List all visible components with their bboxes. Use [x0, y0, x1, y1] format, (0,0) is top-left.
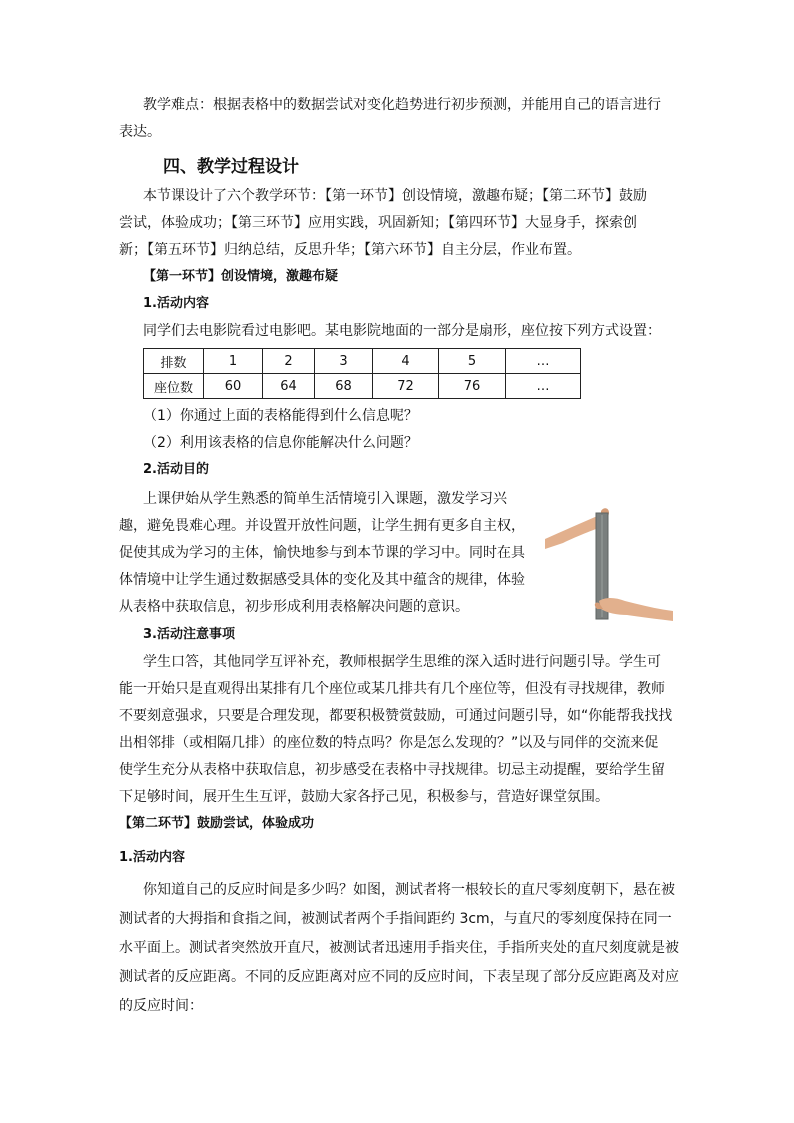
- table-cell: 76: [439, 374, 506, 399]
- question-1: （1）你通过上面的表格能得到什么信息呢？: [143, 408, 418, 424]
- stage1-content-text: 同学们去电影院看过电影吧。某电影院地面的一部分是扇形，座位按下列方式设置：: [143, 323, 661, 339]
- stage2-line-2: 测试者的大拇指和食指之间，被测试者两个手指间距约 3cm，与直尺的零刻度保持在同一: [119, 911, 672, 927]
- stage1-content-heading: 1.活动内容: [143, 296, 209, 311]
- table-cell: 68: [315, 374, 373, 399]
- stage2-line-3: 水平面上。测试者突然放开直尺，被测试者迅速用手指夹住，手指所夹处的直尺刻度就是被: [119, 940, 679, 956]
- purpose-line-4: 体情境中让学生通过数据感受具体的变化及其中蕴含的规律，体验: [119, 572, 525, 588]
- notes-line-6: 下足够时间，展开生生互评，鼓励大家各抒己见，积极参与，营造好课堂氛围。: [119, 789, 609, 805]
- notes-line-4: 出相邻排（或相隔几排）的座位数的特点吗？你是怎么发现的？”以及与同伴的交流来促: [119, 735, 659, 751]
- table-cell: 3: [315, 349, 373, 374]
- stage2-line-5: 的反应时间：: [119, 998, 203, 1014]
- section-title: 四、教学过程设计: [163, 157, 299, 177]
- intro-line-2: 尝试，体验成功；【第三环节】应用实践，巩固新知；【第四环节】大显身手，探索创: [119, 215, 637, 231]
- table-cell: …: [506, 349, 581, 374]
- notes-line-1: 学生口答，其他同学互评补充，教师根据学生思维的深入适时进行问题引导。学生可: [143, 654, 661, 670]
- table-cell: 4: [373, 349, 439, 374]
- purpose-line-3: 促使其成为学习的主体，愉快地参与到本节课的学习中。同时在具: [119, 545, 525, 561]
- question-2: （2）利用该表格的信息你能解决什么问题？: [143, 435, 418, 451]
- intro-line-3: 新；【第五环节】归纳总结，反思升华；【第六环节】自主分层，作业布置。: [119, 242, 581, 258]
- table-cell: 60: [204, 374, 263, 399]
- stage2-line-4: 测试者的反应距离。不同的反应距离对应不同的反应时间，下表呈现了部分反应距离及对应: [119, 969, 679, 985]
- table-row: [144, 374, 581, 399]
- stage2-line-1: 你知道自己的反应时间是多少吗？如图，测试者将一根较长的直尺零刻度朝下，悬在被: [143, 882, 675, 898]
- stage1-heading: 【第一环节】创设情境，激趣布疑: [143, 269, 339, 284]
- stage2-heading: 【第二环节】鼓励尝试，体验成功: [119, 816, 315, 831]
- table-row: [144, 349, 581, 374]
- purpose-line-1: 上课伊始从学生熟悉的简单生活情境引入课题，激发学习兴: [143, 491, 507, 507]
- ruler-test-photo: [545, 505, 673, 631]
- difficulty-line-2: 表达。: [119, 124, 161, 140]
- table-cell: 2: [263, 349, 315, 374]
- table-cell: 5: [439, 349, 506, 374]
- table-cell: 1: [204, 349, 263, 374]
- purpose-heading: 2.活动目的: [143, 462, 209, 477]
- table-cell: 排数: [144, 349, 204, 374]
- notes-line-3: 不要刻意强求，只要是合理发现，都要积极赞赏鼓励，可通过问题引导，如“你能帮我找找: [119, 708, 673, 724]
- notes-line-2: 能一开始只是直观得出某排有几个座位或某几排共有几个座位等，但没有寻找规律，教师: [119, 681, 665, 697]
- stage2-content-heading: 1.活动内容: [119, 850, 185, 865]
- notes-heading: 3.活动注意事项: [143, 627, 235, 642]
- seat-table: [143, 348, 581, 399]
- intro-line-1: 本节课设计了六个教学环节：【第一环节】创设情境，激趣布疑；【第二环节】鼓励: [143, 188, 647, 204]
- table-cell: 64: [263, 374, 315, 399]
- purpose-line-2: 趣，避免畏难心理。并设置开放性问题，让学生拥有更多自主权，: [119, 518, 525, 534]
- notes-line-5: 使学生充分从表格中获取信息，初步感受在表格中寻找规律。切忌主动提醒，要给学生留: [119, 762, 665, 778]
- table-cell: …: [506, 374, 581, 399]
- purpose-line-5: 从表格中获取信息，初步形成利用表格解决问题的意识。: [119, 599, 469, 615]
- table-cell: 72: [373, 374, 439, 399]
- difficulty-line-1: 教学难点：根据表格中的数据尝试对变化趋势进行初步预测，并能用自己的语言进行: [143, 97, 661, 113]
- table-cell: 座位数: [144, 374, 204, 399]
